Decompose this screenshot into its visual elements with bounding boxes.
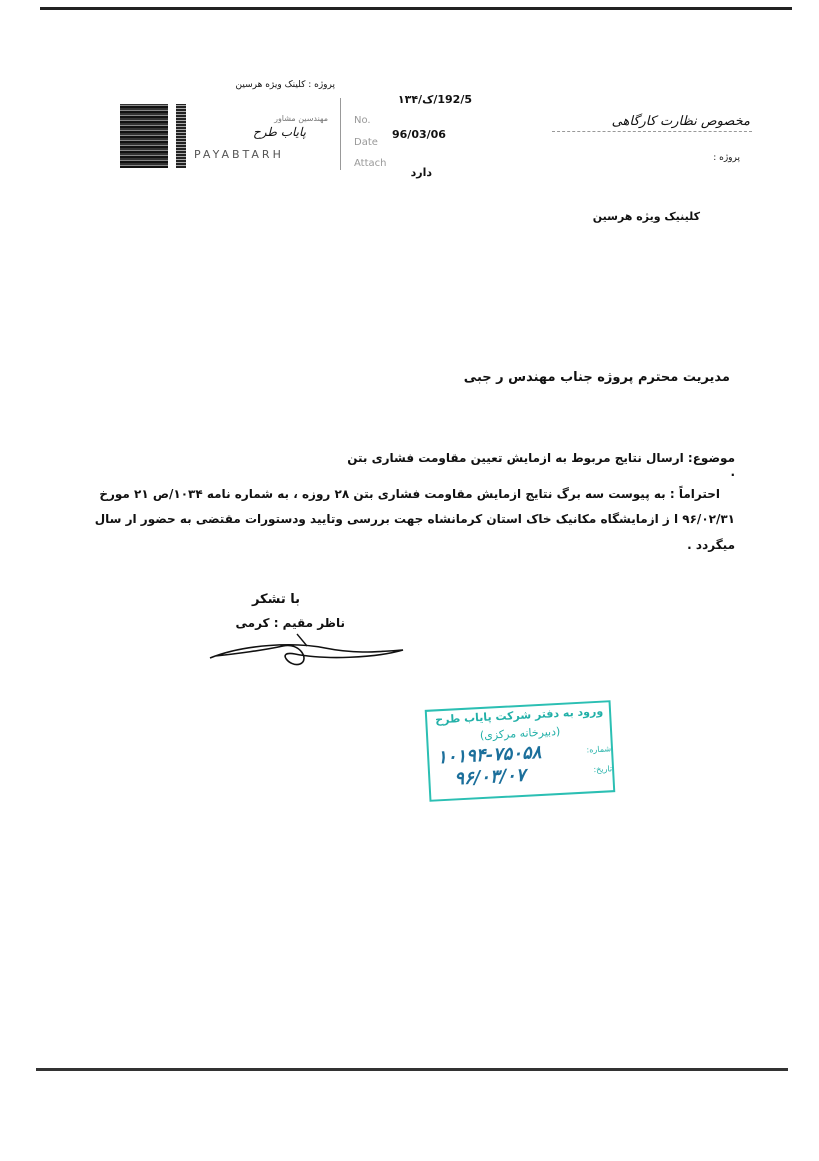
stamp-date-value: ۹۶/۰۳/۰۷ [453,764,526,790]
body-line-3: میگردد . [687,538,735,552]
stamp-number-label: شماره: [586,744,612,755]
letter-number: 192/5/ک/۱۳۴ [397,93,472,106]
company-logo-icon [120,104,168,168]
signature-icon [205,624,415,674]
company-name-fa: پایاب طرح [252,125,306,139]
stamp-number-value: ۱۰۱۹۴-۷۵۰۵۸ [436,741,542,769]
subject-line: موضوع: ارسال نتایج مربوط به ازمایش تعیین مقاومت فشاری بتن . [347,451,735,479]
letter-date: 96/03/06 [392,128,446,141]
top-border-line [40,7,792,10]
recipient-line-1: کلینیک ویژه هرسین [592,210,700,223]
project-label: پروژه : کلینک ویژه هرسین [235,80,335,90]
recipient-line-2: مدیریت محترم پروژه جناب مهندس ر جبی [463,370,730,385]
stamp-date-label: تاریخ: [593,764,613,775]
company-tagline: مهندسین مشاور [274,114,328,123]
header-divider [340,98,341,170]
stamp-line-1: ورود به دفتر شرکت پایاب طرح [434,704,604,727]
right-project-label: پروژه : [713,153,740,163]
receipt-stamp [425,700,616,802]
body-line-2: ۹۶/۰۲/۳۱ ا ز ازمایشگاه مکانیک خاک استان کرمانشاه جهت بررسی وتایید ودستورات مقتضی به حضور ار سال [94,512,735,526]
closing-text: با تشکر [251,592,300,607]
right-title: مخصوص نظارت کارگاهی [611,114,750,129]
stamp-line-2: (دبیرخانه مرکزی) [479,724,561,743]
no-label: No. [354,115,371,126]
body-line-1: احتراماً : به پیوست سه برگ نتایج ازمایش مقاومت فشاری بتن ۲۸ روزه ، به شماره نامه ۱۰۳۴/ص ۲۱ مورخ [99,487,720,501]
signer-name: ناظر مقیم : کرمی [235,616,345,630]
bottom-border-line [36,1068,788,1071]
company-logo-bar [176,104,186,168]
attach-label: Attach [354,158,387,169]
company-name-en: PAYABTARH [194,148,284,161]
right-title-underline [552,131,752,133]
date-label: Date [354,137,378,148]
attachment-value: دارد [410,166,432,179]
